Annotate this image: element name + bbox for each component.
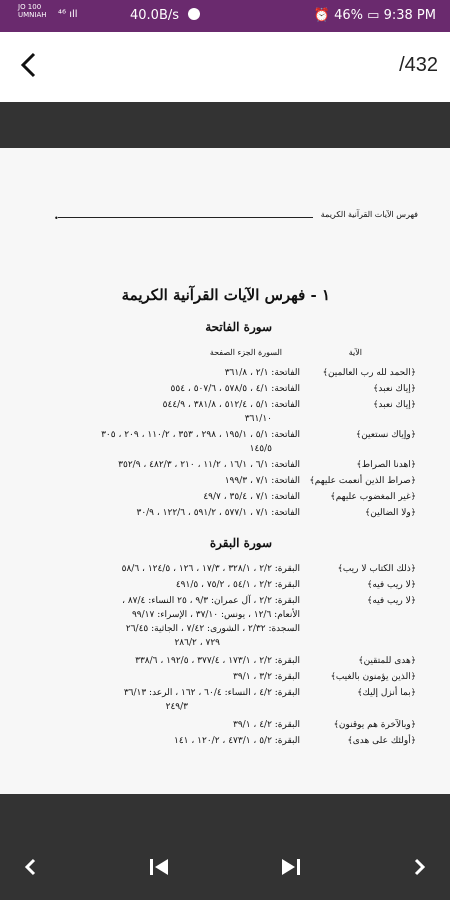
verse-reference-continued: ٧٢٩ ، ٢٨٦/٢ (174, 638, 220, 648)
index-row (0, 460, 450, 474)
verse-reference: البقرة: ٢/٢ ، ١٧٣/١ ، ٣٧٧/٤ ، ١٩٢/٥ ، ٣٣٨/٦ (135, 656, 300, 666)
page-top-band (0, 102, 450, 148)
index-row (0, 736, 450, 750)
index-row (0, 414, 450, 428)
index-row (0, 400, 450, 414)
running-head-rule (58, 217, 313, 218)
signal-icon: ⁴⁶ ıll (58, 9, 78, 20)
verse-text: ﴿صراط الذين أنعمت عليهم﴾ (309, 476, 416, 486)
verse-reference-continued: السجدة: ٢/٣٢ ، الشورى: ٧/٤٢ ، الجاثية: ٢٦/٤٥ (125, 624, 300, 634)
battery-percent: 46% (334, 8, 364, 23)
index-row (0, 508, 450, 522)
index-row (0, 580, 450, 594)
verse-text: ﴿إياك نعبد﴾ (373, 384, 416, 394)
document-page[interactable] (0, 148, 450, 794)
verse-text: ﴿اهدنا الصراط﴾ (356, 460, 416, 470)
running-head: فهرس الآيات القرآنية الكريمة (320, 210, 418, 219)
index-row (0, 672, 450, 686)
verse-text: ﴿وبالآخرة هم يوقنون﴾ (333, 720, 416, 730)
verse-reference: البقرة: ٥/٢ ، ٤٧٣/١ ، ١٢٠/٢ ، ١٤١ (174, 736, 300, 746)
index-row (0, 688, 450, 702)
verse-reference: الفاتحة: ٥/١ ، ١٩٥/١ ، ٢٩٨ ، ٣٥٣ ، ١١٠/٢ ، ٢٠٩ ، ٣٠٥ (101, 430, 300, 440)
top-app-bar (0, 32, 450, 103)
index-row (0, 720, 450, 734)
verse-reference: الفاتحة: ٦/١ ، ١٦/١ ، ١١/٢ ، ٢١٠ ، ٤٨٢/٣ ، ٣٥٢/٩ (118, 460, 300, 470)
carrier-2: UMNIAH (18, 11, 47, 19)
verse-text: ﴿الحمد لله رب العالمين﴾ (322, 368, 416, 378)
verse-reference: البقرة: ٢/٢ ، ٣٢٨/١ ، ١٧/٣ ، ١٢٦ ، ١٢٤/٥ ، ٥٨/٦ (121, 564, 300, 574)
surah-heading-fatiha: سورة الفاتحة (205, 320, 272, 334)
verse-text: ﴿هدى للمتقين﴾ (358, 656, 416, 666)
index-row (0, 384, 450, 398)
clock: 9:38 PM (383, 8, 436, 23)
messenger-icon (188, 8, 200, 20)
carrier-label (18, 3, 47, 19)
index-row (0, 596, 450, 610)
verse-reference: الفاتحة: ٥/١ ، ٥١٢/٤ ، ٣٨١/٨ ، ٥٤٤/٩ (162, 400, 300, 410)
column-header-verse: الآية (348, 348, 362, 357)
verse-text: ﴿ولا الضالين﴾ (365, 508, 416, 518)
network-speed: 40.0B/s (130, 8, 180, 23)
index-row (0, 492, 450, 506)
status-bar (0, 0, 450, 32)
battery-icon: ▭ (367, 8, 380, 23)
verse-text: ﴿لا ريب فيه﴾ (367, 596, 416, 606)
verse-reference: الفاتحة: ٧/١ ، ١٩٩/٣ (224, 476, 300, 486)
verse-reference: الفاتحة: ٧/١ ، ٥٧٧/١ ، ٥٩١/٢ ، ١٢٢/٦ ، ٣٠/٩ (136, 508, 300, 518)
index-row (0, 368, 450, 382)
index-row (0, 476, 450, 490)
index-row (0, 656, 450, 670)
column-header-ref: السورة الجزء الصفحة (209, 348, 282, 357)
verse-text: ﴿بما أنزل إليك﴾ (357, 688, 416, 698)
next-page-icon[interactable] (404, 852, 434, 882)
verse-reference: ٣٦١/١٠ (244, 414, 272, 424)
verse-reference: ١٤٥/٥ (249, 444, 272, 454)
bottom-nav-bar (0, 794, 450, 900)
verse-reference: الفاتحة: ٢/١ ، ٣٦١/٨ (224, 368, 300, 378)
index-row (0, 564, 450, 578)
last-page-icon[interactable] (276, 852, 306, 882)
verse-text: ﴿لا ريب فيه﴾ (367, 580, 416, 590)
page-title: ١ - فهرس الآيات القرآنية الكريمة (121, 286, 330, 304)
verse-reference: البقرة: ٢/٢ ، ٥٤/١ ، ٧٥/٢ ، ٤٩١/٥ (175, 580, 300, 590)
index-row (0, 430, 450, 444)
verse-text: ﴿ذلك الكتاب لا ريب﴾ (337, 564, 416, 574)
verse-reference: الفاتحة: ٤/١ ، ٥٧٨/٥ ، ٥٠٧/٦ ، ٥٥٤ (170, 384, 300, 394)
previous-page-icon[interactable] (16, 852, 46, 882)
status-right (314, 8, 436, 23)
verse-reference: البقرة: ٣/٢ ، ٣٩/١ (233, 672, 300, 682)
verse-reference: البقرة: ٤/٢ ، النساء: ٦٠/٤ ، ١٦٢ ، الرعد: ٣٦/١٣ (123, 688, 300, 698)
running-head-dot: • (54, 214, 59, 223)
carrier-1: JO 100 (18, 3, 42, 11)
index-row (0, 444, 450, 458)
verse-text: ﴿إياك نعبد﴾ (373, 400, 416, 410)
verse-text: ﴿وإياك نستعين﴾ (355, 430, 416, 440)
verse-reference-continued: ٢٤٩/٣ (165, 702, 188, 712)
verse-reference: الفاتحة: ٧/١ ، ٣٥/٤ ، ٤٩/٧ (203, 492, 300, 502)
back-arrow-icon[interactable] (14, 50, 44, 80)
verse-text: ﴿غير المغضوب عليهم﴾ (330, 492, 416, 502)
verse-reference: البقرة: ٤/٢ ، ٣٩/١ (233, 720, 300, 730)
verse-reference-continued: الأنعام: ١٢/٦ ، يونس: ٣٧/١٠ ، الإسراء: ٩٩/١٧ (131, 610, 300, 620)
first-page-icon[interactable] (144, 852, 174, 882)
verse-text: ﴿الذين يؤمنون بالغيب﴾ (330, 672, 416, 682)
verse-reference: البقرة: ٢/٢ ، آل عمران: ٩/٣ ، ٢٥ النساء: ٨٧/٤ ، (122, 596, 300, 606)
page-number: /432 (399, 54, 438, 76)
alarm-icon: ⏰ (313, 8, 330, 23)
surah-heading-baqara: سورة البقرة (209, 536, 272, 550)
verse-text: ﴿أولئك على هدى﴾ (347, 736, 416, 746)
